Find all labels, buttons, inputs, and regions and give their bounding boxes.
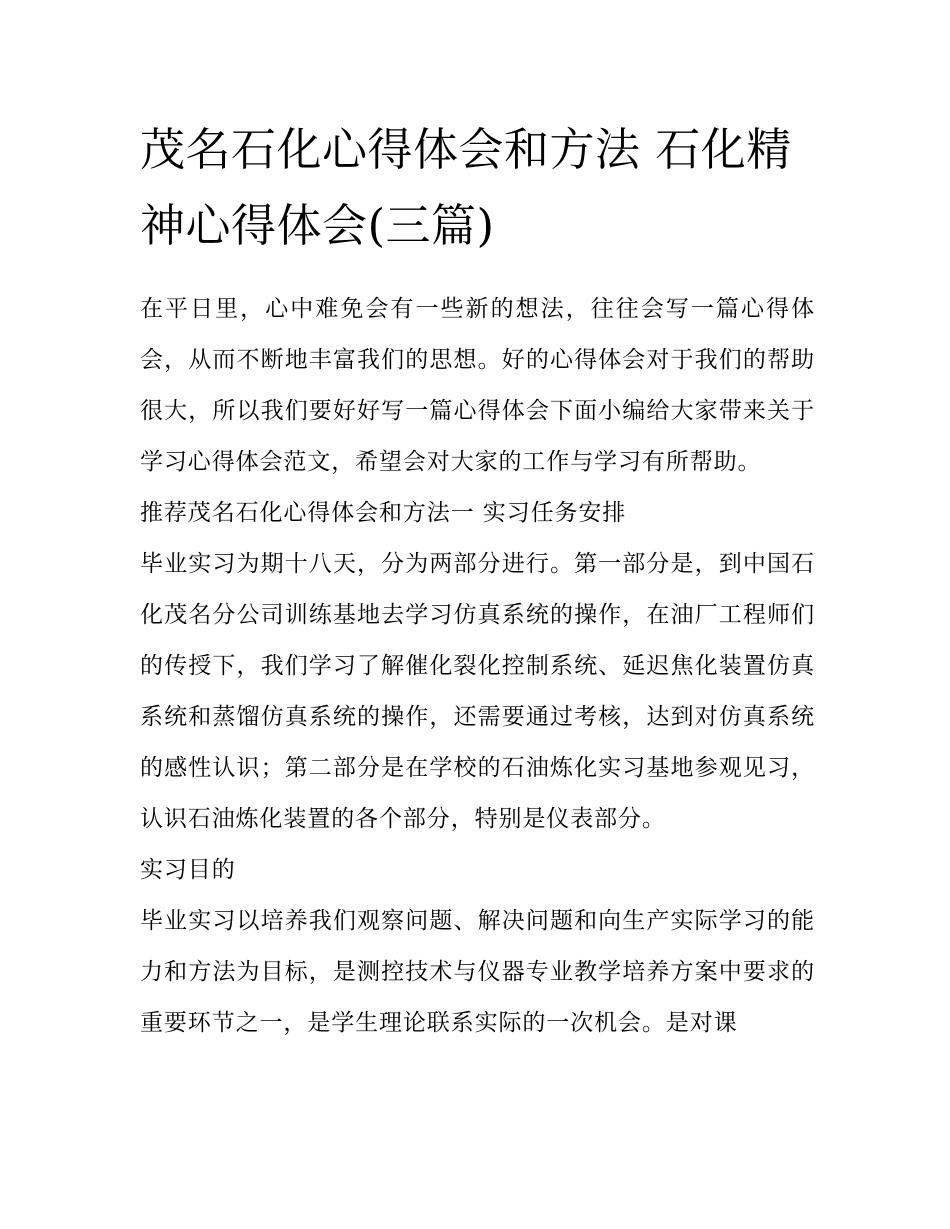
internship-purpose-paragraph: 毕业实习以培养我们观察问题、解决问题和向生产实际学习的能力和方法为目标，是测控技术与仪器专业教学培养方案中要求的重要环节之一，是学生理论联系实际的一次机会。是对课	[140, 908, 815, 1036]
title-spacer	[140, 264, 815, 284]
section-heading-recommend: 推荐茂名石化心得体会和方法一 实习任务安排	[140, 500, 627, 526]
internship-arrangement-paragraph: 毕业实习为期十八天，分为两部分进行。第一部分是，到中国石化茂名分公司训练基地去学习仿真系统的操作，在油厂工程师们的传授下，我们学习了解催化裂化控制系统、延迟焦化装置仿真系统和蒸馏仿真系统的操作，还需要通过考核，达到对仿真系统的感性认识；第二部分是在学校的石油炼化实习基地参观见习，认识石油炼化装置的各个部分，特别是仪表部分。	[140, 551, 815, 832]
document-title: 茂名石化心得体会和方法 石化精神心得体会(三篇)	[140, 123, 792, 252]
section-heading-purpose: 实习目的	[140, 857, 236, 883]
intro-paragraph: 在平日里，心中难免会有一些新的想法，往往会写一篇心得体会，从而不断地丰富我们的思想。好的心得体会对于我们的帮助很大，所以我们要好好写一篇心得体会下面小编给大家带来关于学习心得体会范文，希望会对大家的工作与学习有所帮助。	[140, 296, 815, 475]
document-content	[140, 112, 815, 1049]
